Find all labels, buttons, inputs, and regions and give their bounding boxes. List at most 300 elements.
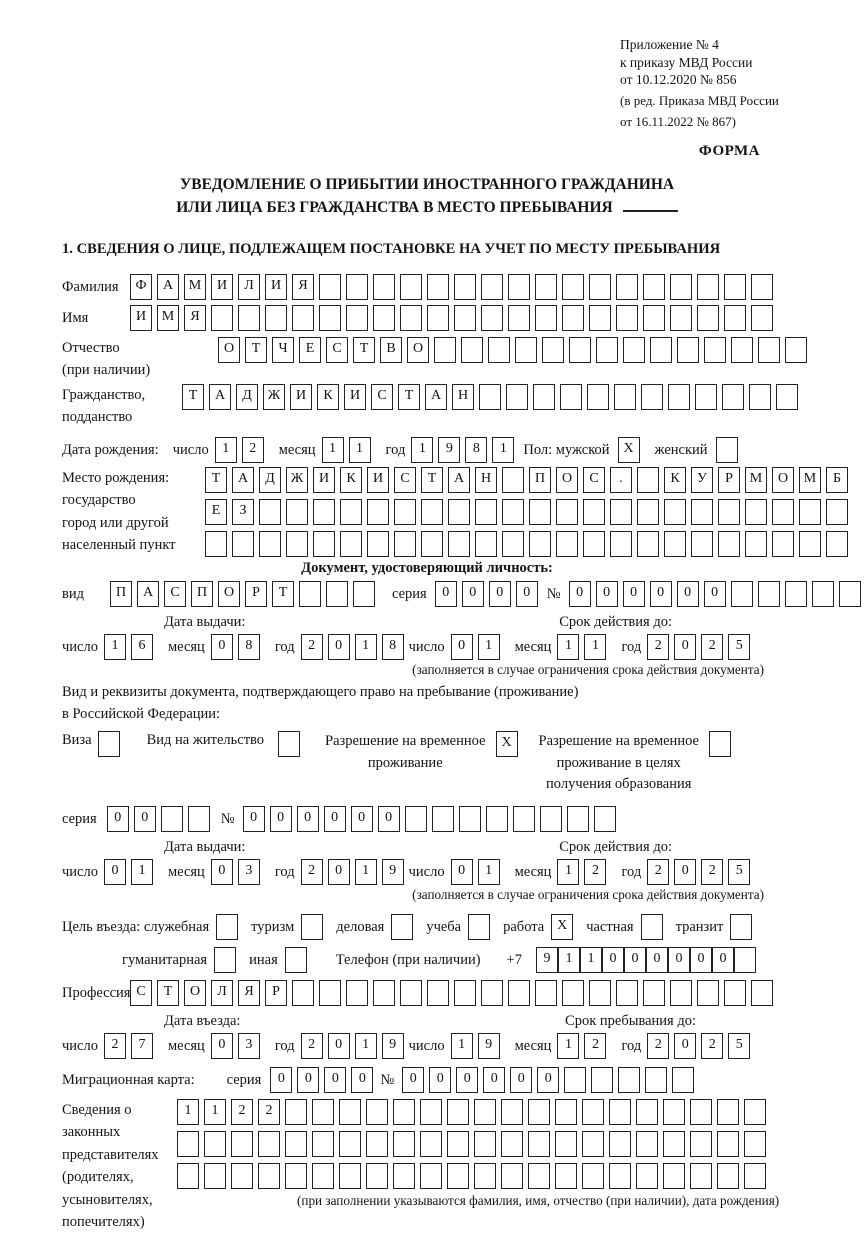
char-cell[interactable]: [204, 1131, 226, 1157]
char-cell[interactable]: 1: [557, 634, 579, 660]
char-cell[interactable]: С: [394, 467, 416, 493]
char-cell[interactable]: Н: [475, 467, 497, 493]
char-cell[interactable]: [405, 806, 427, 832]
char-cell[interactable]: 0: [211, 634, 233, 660]
char-cell[interactable]: Р: [245, 581, 267, 607]
char-cell[interactable]: [454, 274, 476, 300]
char-cell[interactable]: [670, 305, 692, 331]
representatives-cells-row2[interactable]: [177, 1131, 771, 1157]
char-cell[interactable]: [427, 305, 449, 331]
identity-kind-cells[interactable]: [110, 581, 380, 607]
char-cell[interactable]: [697, 274, 719, 300]
char-cell[interactable]: [772, 499, 794, 525]
char-cell[interactable]: [286, 531, 308, 557]
char-cell[interactable]: [812, 581, 834, 607]
char-cell[interactable]: 5: [728, 634, 750, 660]
char-cell[interactable]: [540, 806, 562, 832]
char-cell[interactable]: [609, 1163, 631, 1189]
char-cell[interactable]: [373, 274, 395, 300]
char-cell[interactable]: 2: [231, 1099, 253, 1125]
char-cell[interactable]: Н: [452, 384, 474, 410]
char-cell[interactable]: 1: [355, 1033, 377, 1059]
char-cell[interactable]: [697, 980, 719, 1006]
char-cell[interactable]: М: [184, 274, 206, 300]
char-cell[interactable]: 0: [602, 947, 624, 973]
char-cell[interactable]: [670, 980, 692, 1006]
char-cell[interactable]: 0: [462, 581, 484, 607]
char-cell[interactable]: О: [218, 337, 240, 363]
char-cell[interactable]: [718, 531, 740, 557]
checkbox-work[interactable]: X: [551, 914, 573, 940]
char-cell[interactable]: Б: [826, 467, 848, 493]
char-cell[interactable]: 2: [647, 859, 669, 885]
char-cell[interactable]: 9: [382, 859, 404, 885]
entry-day-cells[interactable]: [104, 1033, 158, 1059]
checkbox-temp-edu[interactable]: [709, 731, 731, 757]
permit-issue-year-cells[interactable]: [301, 859, 409, 885]
char-cell[interactable]: [637, 467, 659, 493]
char-cell[interactable]: Т: [157, 980, 179, 1006]
char-cell[interactable]: [204, 1163, 226, 1189]
char-cell[interactable]: 0: [243, 806, 265, 832]
entry-year-cells[interactable]: [301, 1033, 409, 1059]
char-cell[interactable]: 0: [328, 859, 350, 885]
char-cell[interactable]: Ж: [263, 384, 285, 410]
char-cell[interactable]: О: [184, 980, 206, 1006]
char-cell[interactable]: 1: [558, 947, 580, 973]
identity-issue-year-cells[interactable]: [301, 634, 409, 660]
char-cell[interactable]: 2: [701, 1033, 723, 1059]
char-cell[interactable]: О: [218, 581, 240, 607]
char-cell[interactable]: К: [664, 467, 686, 493]
char-cell[interactable]: К: [317, 384, 339, 410]
char-cell[interactable]: [340, 531, 362, 557]
char-cell[interactable]: [744, 1131, 766, 1157]
char-cell[interactable]: С: [164, 581, 186, 607]
char-cell[interactable]: [744, 1163, 766, 1189]
char-cell[interactable]: 0: [297, 806, 319, 832]
char-cell[interactable]: 1: [584, 634, 606, 660]
char-cell[interactable]: [751, 274, 773, 300]
char-cell[interactable]: 3: [238, 1033, 260, 1059]
char-cell[interactable]: 0: [104, 859, 126, 885]
char-cell[interactable]: Д: [236, 384, 258, 410]
char-cell[interactable]: О: [556, 467, 578, 493]
char-cell[interactable]: 0: [623, 581, 645, 607]
char-cell[interactable]: [448, 499, 470, 525]
char-cell[interactable]: 0: [674, 859, 696, 885]
char-cell[interactable]: [265, 305, 287, 331]
char-cell[interactable]: [486, 806, 508, 832]
char-cell[interactable]: [718, 499, 740, 525]
char-cell[interactable]: И: [367, 467, 389, 493]
char-cell[interactable]: [177, 1131, 199, 1157]
char-cell[interactable]: 0: [489, 581, 511, 607]
char-cell[interactable]: 0: [324, 806, 346, 832]
char-cell[interactable]: 1: [204, 1099, 226, 1125]
char-cell[interactable]: [339, 1163, 361, 1189]
char-cell[interactable]: 0: [712, 947, 734, 973]
identity-issue-day-cells[interactable]: [104, 634, 158, 660]
char-cell[interactable]: [562, 305, 584, 331]
char-cell[interactable]: 3: [238, 859, 260, 885]
char-cell[interactable]: [326, 581, 348, 607]
char-cell[interactable]: [508, 980, 530, 1006]
char-cell[interactable]: [366, 1099, 388, 1125]
char-cell[interactable]: 0: [211, 1033, 233, 1059]
checkbox-transit[interactable]: [730, 914, 752, 940]
char-cell[interactable]: [616, 274, 638, 300]
char-cell[interactable]: П: [110, 581, 132, 607]
birth-month-cells[interactable]: [322, 437, 376, 463]
checkbox-visa[interactable]: [98, 731, 120, 757]
char-cell[interactable]: [583, 531, 605, 557]
char-cell[interactable]: [421, 499, 443, 525]
char-cell[interactable]: Е: [205, 499, 227, 525]
char-cell[interactable]: 1: [580, 947, 602, 973]
char-cell[interactable]: 2: [104, 1033, 126, 1059]
char-cell[interactable]: Т: [272, 581, 294, 607]
char-cell[interactable]: [596, 337, 618, 363]
char-cell[interactable]: 2: [584, 1033, 606, 1059]
char-cell[interactable]: [785, 337, 807, 363]
char-cell[interactable]: [366, 1131, 388, 1157]
char-cell[interactable]: 2: [301, 634, 323, 660]
birthplace-cells-row2[interactable]: [205, 499, 853, 525]
stay-month-cells[interactable]: [557, 1033, 611, 1059]
char-cell[interactable]: [508, 274, 530, 300]
char-cell[interactable]: [535, 980, 557, 1006]
char-cell[interactable]: [616, 980, 638, 1006]
char-cell[interactable]: [610, 499, 632, 525]
permit-valid-day-cells[interactable]: [451, 859, 505, 885]
char-cell[interactable]: [461, 337, 483, 363]
checkbox-residence-permit[interactable]: [278, 731, 300, 757]
char-cell[interactable]: 1: [355, 634, 377, 660]
char-cell[interactable]: [259, 499, 281, 525]
char-cell[interactable]: М: [799, 467, 821, 493]
char-cell[interactable]: 0: [537, 1067, 559, 1093]
char-cell[interactable]: С: [583, 467, 605, 493]
checkbox-male[interactable]: X: [618, 437, 640, 463]
char-cell[interactable]: [481, 980, 503, 1006]
char-cell[interactable]: 0: [270, 1067, 292, 1093]
char-cell[interactable]: [569, 337, 591, 363]
char-cell[interactable]: [420, 1131, 442, 1157]
checkbox-female[interactable]: [716, 437, 738, 463]
char-cell[interactable]: С: [371, 384, 393, 410]
char-cell[interactable]: М: [745, 467, 767, 493]
stay-year-cells[interactable]: [647, 1033, 755, 1059]
char-cell[interactable]: 0: [569, 581, 591, 607]
char-cell[interactable]: И: [290, 384, 312, 410]
char-cell[interactable]: 9: [478, 1033, 500, 1059]
identity-number-cells[interactable]: [569, 581, 866, 607]
char-cell[interactable]: [211, 305, 233, 331]
char-cell[interactable]: [636, 1131, 658, 1157]
char-cell[interactable]: [533, 384, 555, 410]
char-cell[interactable]: [400, 305, 422, 331]
char-cell[interactable]: [717, 1131, 739, 1157]
checkbox-private[interactable]: [641, 914, 663, 940]
char-cell[interactable]: 2: [584, 859, 606, 885]
char-cell[interactable]: [339, 1131, 361, 1157]
char-cell[interactable]: [610, 531, 632, 557]
entry-month-cells[interactable]: [211, 1033, 265, 1059]
char-cell[interactable]: [560, 384, 582, 410]
char-cell[interactable]: [826, 499, 848, 525]
char-cell[interactable]: 0: [456, 1067, 478, 1093]
char-cell[interactable]: [259, 531, 281, 557]
char-cell[interactable]: 8: [465, 437, 487, 463]
char-cell[interactable]: [506, 384, 528, 410]
char-cell[interactable]: [508, 305, 530, 331]
char-cell[interactable]: 1: [355, 859, 377, 885]
char-cell[interactable]: 6: [131, 634, 153, 660]
char-cell[interactable]: [556, 531, 578, 557]
char-cell[interactable]: 0: [107, 806, 129, 832]
char-cell[interactable]: А: [232, 467, 254, 493]
stay-day-cells[interactable]: [451, 1033, 505, 1059]
char-cell[interactable]: [346, 274, 368, 300]
char-cell[interactable]: [623, 337, 645, 363]
char-cell[interactable]: [594, 806, 616, 832]
char-cell[interactable]: П: [529, 467, 551, 493]
char-cell[interactable]: [589, 980, 611, 1006]
char-cell[interactable]: [724, 274, 746, 300]
char-cell[interactable]: З: [232, 499, 254, 525]
char-cell[interactable]: 0: [328, 634, 350, 660]
char-cell[interactable]: 0: [650, 581, 672, 607]
char-cell[interactable]: [393, 1163, 415, 1189]
char-cell[interactable]: [542, 337, 564, 363]
char-cell[interactable]: [313, 531, 335, 557]
char-cell[interactable]: [582, 1131, 604, 1157]
identity-valid-month-cells[interactable]: [557, 634, 611, 660]
char-cell[interactable]: 2: [647, 1033, 669, 1059]
char-cell[interactable]: [643, 274, 665, 300]
char-cell[interactable]: Я: [184, 305, 206, 331]
char-cell[interactable]: 1: [492, 437, 514, 463]
char-cell[interactable]: Т: [182, 384, 204, 410]
char-cell[interactable]: [663, 1131, 685, 1157]
char-cell[interactable]: 0: [378, 806, 400, 832]
char-cell[interactable]: [704, 337, 726, 363]
char-cell[interactable]: [668, 384, 690, 410]
char-cell[interactable]: 0: [211, 859, 233, 885]
char-cell[interactable]: [447, 1131, 469, 1157]
char-cell[interactable]: Р: [265, 980, 287, 1006]
char-cell[interactable]: [454, 980, 476, 1006]
identity-series-cells[interactable]: [435, 581, 543, 607]
char-cell[interactable]: О: [772, 467, 794, 493]
char-cell[interactable]: [394, 531, 416, 557]
char-cell[interactable]: [501, 1131, 523, 1157]
char-cell[interactable]: [475, 499, 497, 525]
permit-valid-month-cells[interactable]: [557, 859, 611, 885]
char-cell[interactable]: [285, 1099, 307, 1125]
char-cell[interactable]: [515, 337, 537, 363]
char-cell[interactable]: 5: [728, 859, 750, 885]
char-cell[interactable]: [591, 1067, 613, 1093]
char-cell[interactable]: [313, 499, 335, 525]
char-cell[interactable]: [421, 531, 443, 557]
char-cell[interactable]: [231, 1163, 253, 1189]
migration-series-cells[interactable]: [270, 1067, 378, 1093]
char-cell[interactable]: [319, 980, 341, 1006]
char-cell[interactable]: [528, 1099, 550, 1125]
identity-valid-day-cells[interactable]: [451, 634, 505, 660]
checkbox-other[interactable]: [285, 947, 307, 973]
char-cell[interactable]: 9: [382, 1033, 404, 1059]
char-cell[interactable]: [528, 1163, 550, 1189]
char-cell[interactable]: [432, 806, 454, 832]
char-cell[interactable]: [366, 1163, 388, 1189]
char-cell[interactable]: [677, 337, 699, 363]
char-cell[interactable]: [695, 384, 717, 410]
char-cell[interactable]: [751, 980, 773, 1006]
char-cell[interactable]: 0: [516, 581, 538, 607]
char-cell[interactable]: [618, 1067, 640, 1093]
checkbox-tourism[interactable]: [301, 914, 323, 940]
char-cell[interactable]: [393, 1099, 415, 1125]
char-cell[interactable]: [312, 1163, 334, 1189]
char-cell[interactable]: 0: [324, 1067, 346, 1093]
char-cell[interactable]: [562, 980, 584, 1006]
char-cell[interactable]: [645, 1067, 667, 1093]
char-cell[interactable]: С: [130, 980, 152, 1006]
char-cell[interactable]: 1: [478, 634, 500, 660]
char-cell[interactable]: 0: [677, 581, 699, 607]
char-cell[interactable]: 1: [177, 1099, 199, 1125]
char-cell[interactable]: 0: [624, 947, 646, 973]
char-cell[interactable]: 2: [258, 1099, 280, 1125]
char-cell[interactable]: [367, 531, 389, 557]
char-cell[interactable]: [826, 531, 848, 557]
char-cell[interactable]: [393, 1131, 415, 1157]
char-cell[interactable]: 0: [668, 947, 690, 973]
char-cell[interactable]: .: [610, 467, 632, 493]
char-cell[interactable]: 0: [674, 1033, 696, 1059]
char-cell[interactable]: 2: [647, 634, 669, 660]
representatives-cells-row1[interactable]: [177, 1099, 771, 1125]
char-cell[interactable]: В: [380, 337, 402, 363]
char-cell[interactable]: [690, 1131, 712, 1157]
permit-valid-year-cells[interactable]: [647, 859, 755, 885]
char-cell[interactable]: [589, 305, 611, 331]
char-cell[interactable]: Д: [259, 467, 281, 493]
char-cell[interactable]: [758, 337, 780, 363]
char-cell[interactable]: [502, 499, 524, 525]
identity-issue-month-cells[interactable]: [211, 634, 265, 660]
char-cell[interactable]: [205, 531, 227, 557]
char-cell[interactable]: [749, 384, 771, 410]
char-cell[interactable]: [717, 1163, 739, 1189]
char-cell[interactable]: Ч: [272, 337, 294, 363]
char-cell[interactable]: [637, 531, 659, 557]
char-cell[interactable]: [562, 274, 584, 300]
char-cell[interactable]: [427, 980, 449, 1006]
char-cell[interactable]: 0: [483, 1067, 505, 1093]
char-cell[interactable]: [447, 1163, 469, 1189]
char-cell[interactable]: [589, 274, 611, 300]
char-cell[interactable]: [744, 1099, 766, 1125]
char-cell[interactable]: [319, 305, 341, 331]
char-cell[interactable]: 0: [451, 634, 473, 660]
permit-series-cells[interactable]: [107, 806, 215, 832]
profession-cells[interactable]: [130, 980, 778, 1006]
char-cell[interactable]: [745, 531, 767, 557]
permit-issue-month-cells[interactable]: [211, 859, 265, 885]
char-cell[interactable]: А: [425, 384, 447, 410]
char-cell[interactable]: [258, 1131, 280, 1157]
char-cell[interactable]: [312, 1131, 334, 1157]
char-cell[interactable]: [474, 1131, 496, 1157]
char-cell[interactable]: [564, 1067, 586, 1093]
char-cell[interactable]: И: [211, 274, 233, 300]
char-cell[interactable]: [373, 305, 395, 331]
char-cell[interactable]: [670, 274, 692, 300]
char-cell[interactable]: Я: [292, 274, 314, 300]
char-cell[interactable]: 0: [435, 581, 457, 607]
char-cell[interactable]: 1: [478, 859, 500, 885]
char-cell[interactable]: [346, 305, 368, 331]
char-cell[interactable]: А: [448, 467, 470, 493]
char-cell[interactable]: [643, 305, 665, 331]
char-cell[interactable]: 0: [510, 1067, 532, 1093]
checkbox-study[interactable]: [468, 914, 490, 940]
char-cell[interactable]: 9: [438, 437, 460, 463]
char-cell[interactable]: [758, 581, 780, 607]
char-cell[interactable]: Е: [299, 337, 321, 363]
char-cell[interactable]: 0: [596, 581, 618, 607]
char-cell[interactable]: [636, 1163, 658, 1189]
char-cell[interactable]: 2: [301, 1033, 323, 1059]
char-cell[interactable]: 1: [131, 859, 153, 885]
char-cell[interactable]: [299, 581, 321, 607]
char-cell[interactable]: [488, 337, 510, 363]
char-cell[interactable]: 2: [701, 859, 723, 885]
char-cell[interactable]: [697, 305, 719, 331]
char-cell[interactable]: [292, 980, 314, 1006]
char-cell[interactable]: Т: [421, 467, 443, 493]
char-cell[interactable]: 0: [690, 947, 712, 973]
char-cell[interactable]: [636, 1099, 658, 1125]
char-cell[interactable]: А: [157, 274, 179, 300]
char-cell[interactable]: [690, 1099, 712, 1125]
char-cell[interactable]: 0: [297, 1067, 319, 1093]
birthplace-cells-row1[interactable]: [205, 467, 853, 493]
surname-cells[interactable]: [130, 274, 778, 300]
char-cell[interactable]: [481, 274, 503, 300]
char-cell[interactable]: [502, 531, 524, 557]
char-cell[interactable]: [641, 384, 663, 410]
patronymic-cells[interactable]: [218, 337, 812, 363]
char-cell[interactable]: [454, 305, 476, 331]
char-cell[interactable]: [724, 305, 746, 331]
char-cell[interactable]: [427, 274, 449, 300]
char-cell[interactable]: И: [344, 384, 366, 410]
char-cell[interactable]: [724, 980, 746, 1006]
char-cell[interactable]: [339, 1099, 361, 1125]
char-cell[interactable]: [475, 531, 497, 557]
char-cell[interactable]: [672, 1067, 694, 1093]
char-cell[interactable]: [663, 1099, 685, 1125]
checkbox-official[interactable]: [216, 914, 238, 940]
char-cell[interactable]: [528, 1131, 550, 1157]
char-cell[interactable]: 8: [238, 634, 260, 660]
char-cell[interactable]: 0: [429, 1067, 451, 1093]
